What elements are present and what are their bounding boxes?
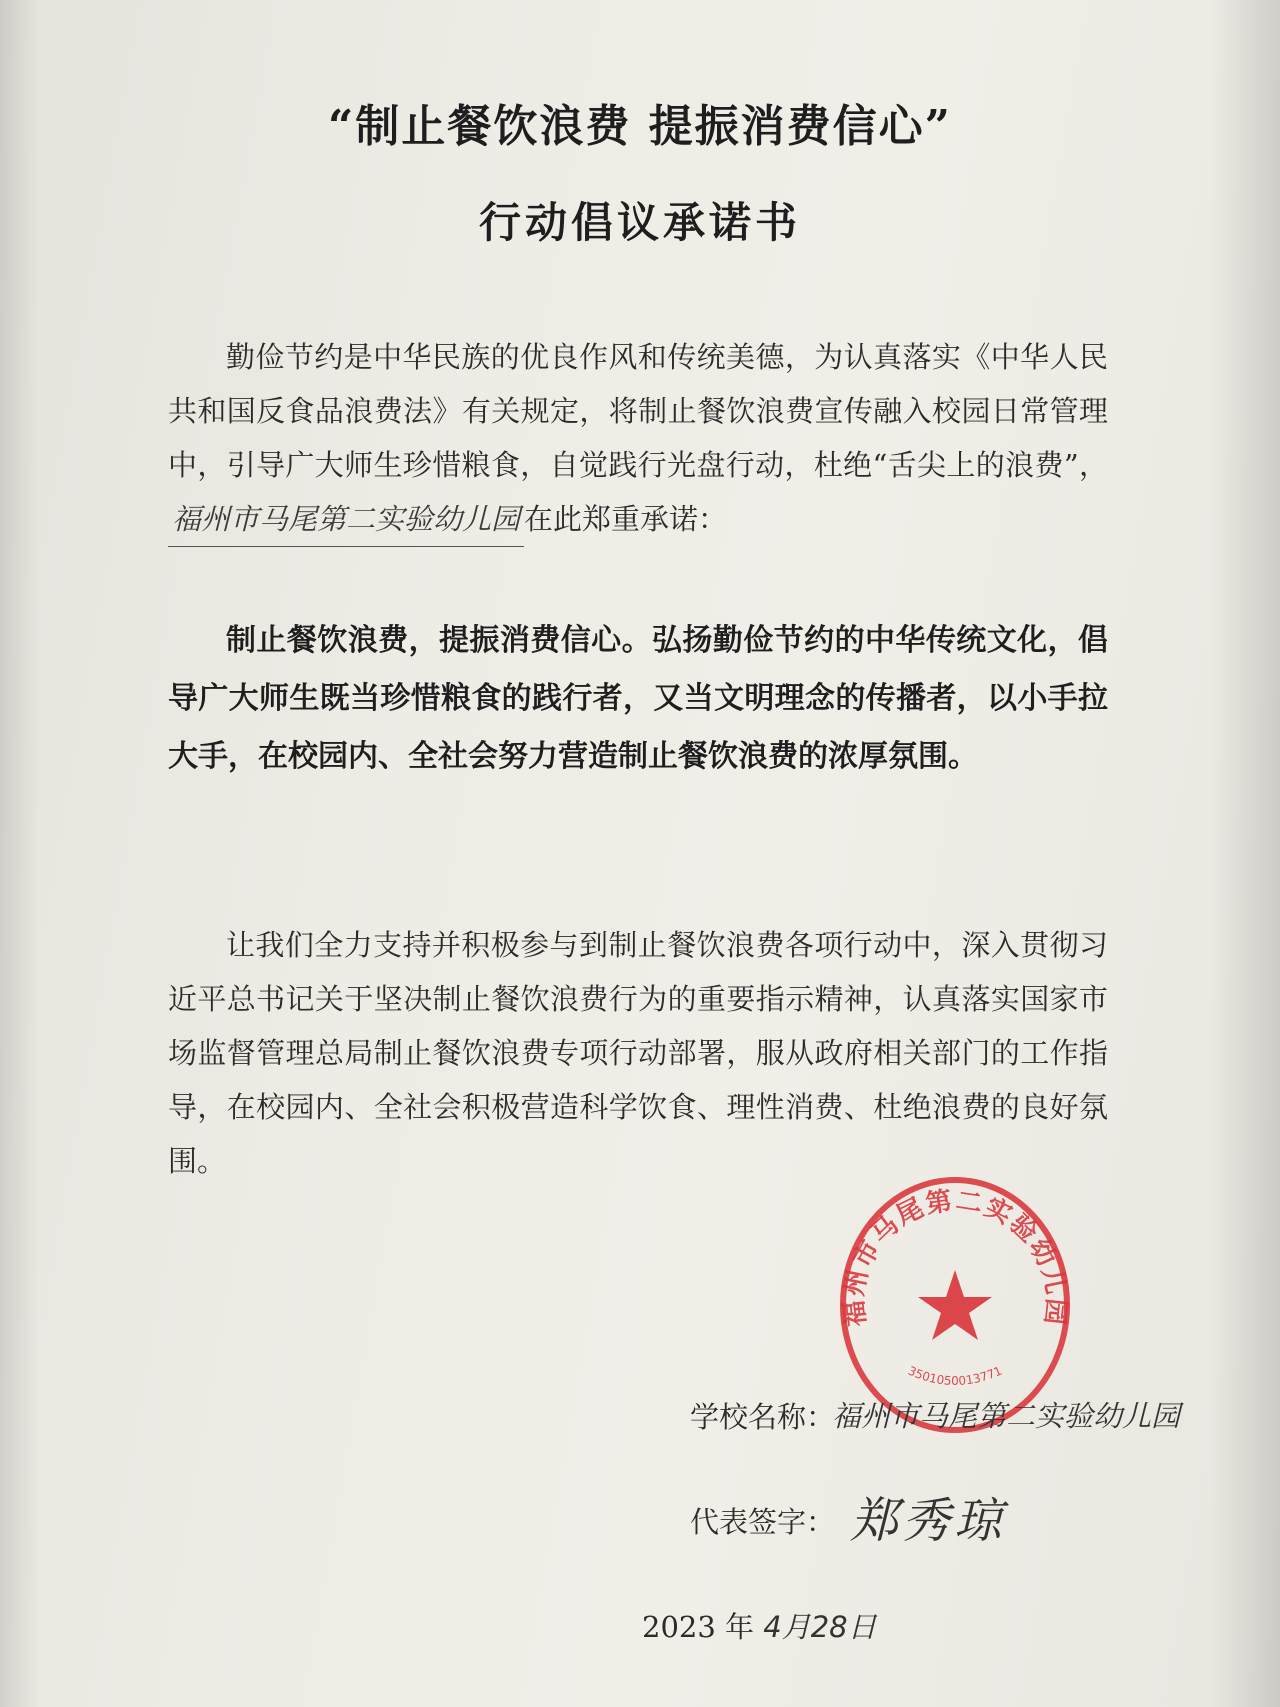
paragraph-intro-end: 在此郑重承诺：: [524, 502, 728, 536]
paragraph-intro: [168, 330, 1108, 547]
school-name-label: 学校名称：: [690, 1400, 836, 1434]
document-title-line2: 行动倡议承诺书: [478, 198, 801, 247]
paragraph-support: 让我们全力支持并积极参与到制止餐饮浪费各项行动中，深入贯彻习近平总书记关于坚决制止餐饮浪费行为的重要指示精神，认真落实国家市场监督管理总局制止餐饮浪费专项行动部署，服从政府相关部门的工作指导，在校园内、全社会积极营造科学饮食、理性消费、杜绝浪费的良好氛围。: [168, 928, 1108, 1178]
school-name-value: 福州市马尾第二实验幼儿园: [832, 1399, 1181, 1433]
svg-text:3501050013771: [906, 1364, 1004, 1388]
signature-label: 代表签字：: [690, 1505, 836, 1539]
seal-text: 福州市马尾第二实验幼儿园: [839, 1185, 1071, 1328]
page-shadow-right: [1210, 0, 1280, 1707]
paragraph-commitment: 制止餐饮浪费，提振消费信心。弘扬勤俭节约的中华传统文化，倡导广大师生既当珍惜粮食的践行者，又当文明理念的传播者，以小手拉大手，在校园内、全社会努力营造制止餐饮浪费的浓厚氛围。: [168, 623, 1108, 774]
seal-code: 3501050013771: [905, 1363, 1005, 1388]
representative-signature: 郑秀琼: [850, 1493, 1007, 1549]
date-year: 2023: [642, 1610, 716, 1644]
document-title-line1: “制止餐饮浪费 提振消费信心”: [328, 101, 952, 152]
date-month-day: 4月28日: [763, 1610, 877, 1644]
paragraph-intro-text: 勤俭节约是中华民族的优良作风和传统美德，为认真落实《中华人民共和国反食品浪费法》有关规定，将制止餐饮浪费宣传融入校园日常管理中，引导广大师生珍惜粮食，自觉践行光盘行动，杜绝“舌尖上的浪费”，: [168, 340, 1108, 482]
handwritten-school-name: 福州市马尾第二实验幼儿园: [168, 492, 524, 547]
date-year-unit: 年: [725, 1610, 755, 1644]
seal-star-icon: [918, 1270, 992, 1340]
document-date: [642, 1605, 877, 1646]
page-shadow-left: [0, 0, 40, 1707]
